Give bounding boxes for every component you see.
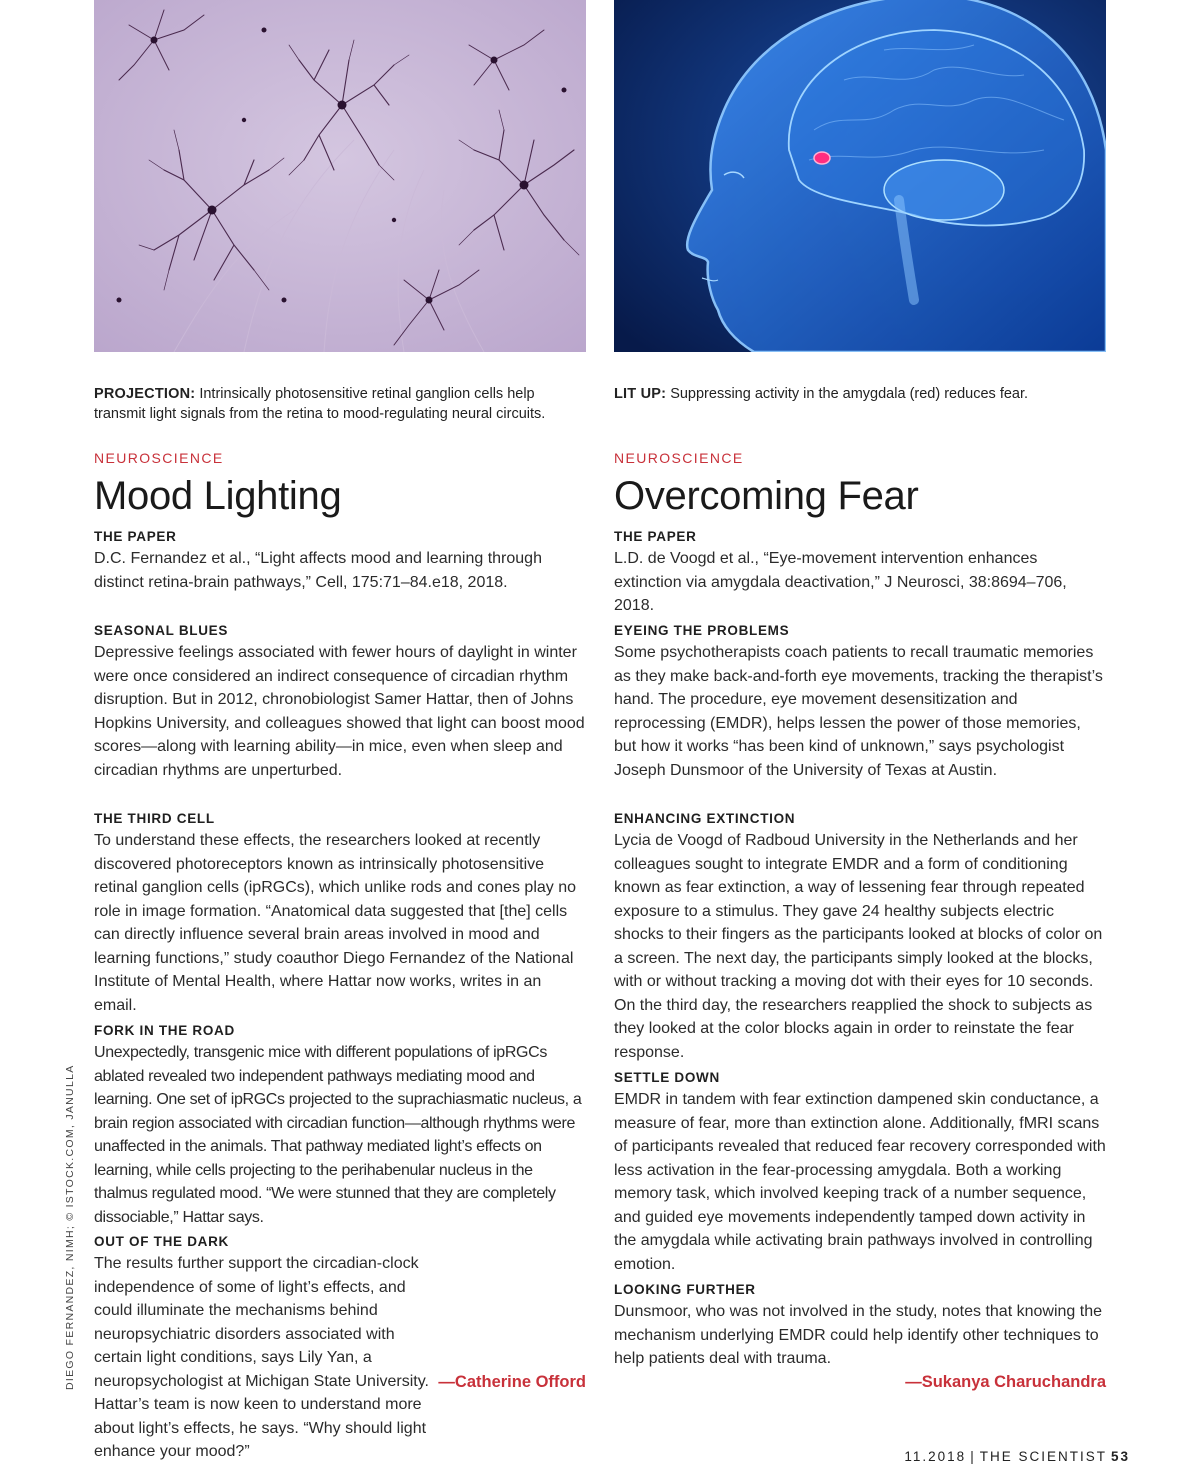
caption-text: Intrinsically photosensitive retinal ganglion cells help transmit light signals from the retina to mood-regulating neural circuits. xyxy=(94,386,546,422)
section-heading: THE THIRD CELL xyxy=(94,811,215,826)
caption-label: LIT UP: xyxy=(614,386,667,402)
amygdala-highlight xyxy=(814,152,830,164)
brain-head-photo xyxy=(614,0,1106,352)
section-heading: OUT OF THE DARK xyxy=(94,1234,229,1249)
issue-date: 11.2018 xyxy=(904,1449,967,1464)
section-heading: LOOKING FURTHER xyxy=(614,1282,756,1297)
section-heading: SETTLE DOWN xyxy=(614,1070,720,1085)
magazine-name: THE SCIENTIST xyxy=(979,1449,1107,1464)
section-kicker: NEUROSCIENCE xyxy=(94,450,224,466)
section-heading: EYEING THE PROBLEMS xyxy=(614,623,790,638)
author-byline: —Sukanya Charuchandra xyxy=(905,1373,1106,1391)
retinal-cells-photo xyxy=(94,0,586,352)
section-body: Dunsmoor, who was not involved in the study, notes that knowing the mechanism underlying EMDR could help identify other techniques to help patients deal with trauma. xyxy=(614,1303,1102,1367)
page-footer xyxy=(904,1449,1130,1464)
paper-citation: L.D. de Voogd et al., “Eye-movement intervention enhances extinction via amygdala deactivation,” J Neurosci, 38:8694–706, 2018. xyxy=(614,550,1067,614)
author-byline: —Catherine Offord xyxy=(438,1373,586,1391)
paper-citation: D.C. Fernandez et al., “Light affects mood and learning through distinct retina-brain pathways,” Cell, 175:71–84.e18, 2018. xyxy=(94,550,542,591)
article-title: Mood Lighting xyxy=(94,474,342,518)
paper-heading: THE PAPER xyxy=(614,529,697,544)
retinal-cells-illustration xyxy=(94,0,586,352)
section-body: The results further support the circadian-clock independence of some of light’s effects, and could illuminate the mechanisms behind neuropsychiatric disorders associated with certain light conditions, says Lily Yan, a neuropsychologist at Michigan State University. Hattar’s team is now keen to understand more about light’s effects, he says. “Why should light enhance your mood?” xyxy=(94,1255,429,1460)
section-heading: ENHANCING EXTINCTION xyxy=(614,811,796,826)
section-body: Some psychotherapists coach patients to recall traumatic memories as they make back-and-forth eye movements, tracking the therapist’s hand. The procedure, eye movement desensitization and reprocessing (EMDR), helps lessen the power of those memories, but how it works “has been kind of unknown,” says psychologist Joseph Dunsmoor of the University of Texas at Austin. xyxy=(614,644,1103,779)
caption-text: Suppressing activity in the amygdala (red) reduces fear. xyxy=(670,386,1029,402)
photo-caption xyxy=(614,385,1106,405)
section-heading: SEASONAL BLUES xyxy=(94,623,229,638)
photo-credit: DIEGO FERNANDEZ, NIMH; © ISTOCK.COM, JANULLA xyxy=(64,1064,76,1390)
section-body: EMDR in tandem with fear extinction dampened skin conductance, a measure of fear, more than extinction alone. Additionally, fMRI scans of participants revealed that reduced fear recovery corresponded with less activation in the fear-processing amygdala. Both a working memory task, which involved keeping track of a number sequence, and guided eye movements independently tamped down activity in the amygdala while activating brain pathways involved in controlling emotion. xyxy=(614,1091,1106,1273)
head-brain-illustration xyxy=(614,0,1106,352)
paper-heading: THE PAPER xyxy=(94,529,177,544)
footer-separator: | xyxy=(970,1449,976,1464)
section-kicker: NEUROSCIENCE xyxy=(614,450,744,466)
section-body: To understand these effects, the researchers looked at recently discovered photoreceptors known as intrinsically photosensitive retinal ganglion cells (ipRGCs), which unlike rods and cones play no role in image formation. “Anatomical data suggested that [the] cells can directly influence several brain areas involved in mood and learning functions,” study coauthor Diego Fernandez of the National Institute of Mental Health, where Hattar now works, writes in an email. xyxy=(94,832,577,1014)
caption-label: PROJECTION: xyxy=(94,386,196,402)
section-heading: FORK IN THE ROAD xyxy=(94,1023,235,1038)
section-body: Lycia de Voogd of Radboud University in the Netherlands and her colleagues sought to integrate EMDR and a form of conditioning known as fear extinction, a way of lessening fear through repeated exposure to a stimulus. They gave 24 healthy subjects electric shocks to their fingers as the participants looked at blocks of color on a screen. The next day, the participants simply looked at the blocks, with or without tracking a moving dot with their eyes for 10 seconds. On the third day, the researchers reapplied the shock to subjects as they looked at the color blocks again in order to reinstate the fear response. xyxy=(614,832,1103,1061)
photo-caption xyxy=(94,385,586,424)
page-number: 53 xyxy=(1110,1449,1130,1464)
article-title: Overcoming Fear xyxy=(614,474,919,518)
section-body: Unexpectedly, transgenic mice with different populations of ipRGCs ablated revealed two independent pathways mediating mood and learning. One set of ipRGCs projected to the suprachiasmatic nucleus, a brain region associated with circadian function—although rhythms were unaffected in the animals. That pathway mediated light’s effects on learning, while cells projecting to the perihabenular nucleus in the thalmus regulated mood. “We were stunned that they are completely dissociable,” Hattar says. xyxy=(94,1044,582,1226)
section-body: Depressive feelings associated with fewer hours of daylight in winter were once considered an indirect consequence of circadian rhythm disruption. But in 2012, chronobiologist Samer Hattar, then of Johns Hopkins University, and colleagues showed that light can boost mood scores—along with learning ability—in mice, even when sleep and circadian rhythms are unperturbed. xyxy=(94,644,585,779)
